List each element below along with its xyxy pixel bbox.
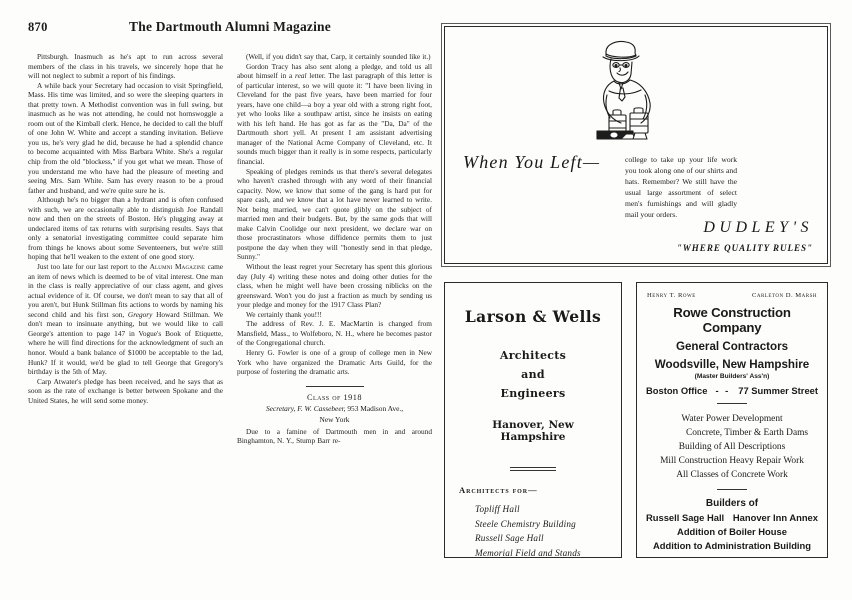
ad-copy-text: college to take up your life work you took along one of our shirts and hats. Remember? We still have the usual large assortment of select men's furnishings and will gladly mail your orders. bbox=[625, 155, 737, 219]
ad-builders-row bbox=[644, 512, 820, 523]
principal-left: Henry T. Rowe bbox=[647, 292, 696, 299]
paragraph: We certainly thank you!!! bbox=[246, 309, 322, 319]
paragraph: Due to a famine of Dartmouth men in and around Binghamton, N. Y., Stump Barr re- bbox=[237, 426, 432, 446]
ad-firm-name: Larson & Wells bbox=[464, 307, 602, 326]
class-secretary bbox=[237, 404, 432, 414]
builders-line-3: Addition to Administration Building bbox=[653, 540, 811, 551]
class-secretary-city: New York bbox=[319, 415, 350, 425]
text-before: Gordon Tracy has also sent along a pledge, and told us all about himself in a bbox=[237, 61, 432, 81]
ad-company-name: Rowe Construction Company bbox=[673, 305, 791, 335]
ad-works-list bbox=[459, 502, 607, 560]
text-after: letter. The last paragraph of this letter is of particular interest, so we will quote it: "I have been living in Cleveland for the past five years, have been married for four years, have one child—a boy a year old with a strong right foot, yet who looks like a southpaw artist, since he insists on eating with his left hand. He has got as far as the "Da, Da" of the Dartmouth short yell. At present I am assistant advertising manager of the National Acme Company of Cleveland, etc. It sounds much bigger than it really is in some respects, particularly financial. bbox=[237, 71, 432, 167]
article-columns bbox=[28, 52, 432, 446]
service-item: Water Power Development bbox=[681, 414, 783, 424]
ad-divider-bottom bbox=[717, 489, 747, 490]
ad-principals bbox=[644, 291, 820, 299]
builders-right: Hanover Inn Annex bbox=[732, 512, 818, 523]
ad-headline: When You Left— bbox=[463, 152, 601, 172]
paragraph: Carp Atwater's pledge has been received, and he says that as soon as the rate of exchange is better between Spokane and the United States, he will send some money. bbox=[28, 376, 223, 405]
ad-builders-label: Builders of bbox=[705, 498, 759, 509]
advertisements-area bbox=[444, 26, 830, 558]
ad-divider bbox=[510, 467, 556, 471]
ads-bottom-row bbox=[444, 282, 830, 558]
builders-line-2: Addition of Boiler House bbox=[677, 526, 787, 537]
page-number: 870 bbox=[28, 20, 48, 34]
ad-location: Woodsville, New Hampshire bbox=[654, 358, 810, 371]
secretary-name: Secretary, F. W. Cassebeer, bbox=[265, 403, 346, 413]
office-address: 77 Summer Street bbox=[738, 385, 818, 396]
section-divider bbox=[306, 386, 364, 387]
paragraph: A while back your Secretary had occasion to visit Springfield, Mass. His time was limited, and so were the sleeping quarters in that pretty town. A Methodist convention was in full swing, but inasmuch as he was not attending, he could not hornswoggle a room out of the Kimball clerk. Hence, he decided to call the bluff of one John W. White and accept a standing invitation. Believe you us, he's very glad he did, because he had a splendid chance to become acquainted with Miss Barbara White. She's a regular chip from the old "blockess," if you get what we mean. Those of you understand me who have had the pleasure of meeting and seeing Mrs. Sam White. Sam has every reason to be a proud father and husband, and we're quite sure he is. bbox=[28, 80, 223, 195]
text-before: Just too late for our last report to the bbox=[37, 262, 150, 272]
alumni-magazine-smallcaps: Alumni Magazine bbox=[149, 262, 206, 272]
builders-left: Russell Sage Hall bbox=[646, 512, 725, 523]
list-item: Steele Chemistry Building bbox=[475, 518, 576, 529]
ad-rowe-construction[interactable] bbox=[636, 282, 828, 558]
ad-divider-top bbox=[717, 403, 747, 404]
service-item: Mill Construction Heavy Repair Work bbox=[660, 456, 804, 466]
paragraph: (Well, if you didn't say that, Carp, it certainly sounded like it.) bbox=[246, 52, 431, 61]
paragraph-alumni-magazine bbox=[28, 262, 223, 377]
real-italic: real bbox=[295, 71, 307, 81]
magazine-title: The Dartmouth Alumni Magazine bbox=[129, 19, 331, 34]
office-dash: - - bbox=[715, 385, 731, 396]
page-header bbox=[28, 20, 432, 40]
service-item: All Classes of Concrete Work bbox=[676, 470, 788, 480]
ad-tagline: "WHERE QUALITY RULES" bbox=[676, 243, 813, 253]
traveler-with-suitcases-illustration bbox=[573, 35, 693, 143]
paragraph: Henry G. Fowler is one of a group of college men in New York who have organized the Dramatic Arts Guild, for the purpose of fostering the dramatic arts. bbox=[237, 347, 432, 377]
paragraph: Without the least regret your Secretary has spent this glorious day (July 4) writing these notes and doing other duties for the class, when he might well have been crossing niblicks on the greensward. Won't you do just a fraction as much by sending us your pledge and money for the 1917 Class Plan? bbox=[237, 262, 432, 310]
secretary-address: 953 Madison Ave., bbox=[345, 403, 404, 413]
principal-right: Carleton D. Marsh bbox=[751, 292, 817, 299]
ad-services-list bbox=[644, 412, 820, 482]
class-heading: Class of 1918 bbox=[306, 392, 363, 402]
paragraph: Although he's no bigger than a hydrant and is often confused with such, we are occasionally able to distinguish Joe Randall now and then on the streets of Boston. He's plugging away at undeclared items of tax returns with surprising results. Says that only a senatorial investigating committee could separate him from things he knows about some Seventeeners, but we're still hoping that he'll weaken to the extent of one good story. bbox=[28, 195, 223, 262]
article-column-left bbox=[28, 52, 223, 446]
paragraph: The address of Rev. J. E. MacMartin is changed from Mansfield, Mass., to Wolfeboro, N. H., where he becomes pastor of the Congregational church. bbox=[237, 319, 432, 348]
ad-body-copy bbox=[625, 154, 737, 220]
paragraph: Speaking of pledges reminds us that there's several delegates who haven't crashed through with any word of their financial capacity. Now, we know that some of the gang is hard put for spare cash, and we know that a lot have never learned to write. Not being married, we can't quote glibly on the subject of married men and their budgets. But, by the same gods that will make Calvin Coolidge our next president, we declare war on those procrastinators whose diffidence permits them to just postpone the day when they will "honestly send in that pledge, Sunny." bbox=[237, 166, 432, 262]
article-column-right bbox=[237, 52, 432, 446]
text-middle: came an item of news which is deemed to be of vital interest. One man in the class is really appreciative of our class agent, and gives actual evidence of it. Of course, we don't mean to say that all of you aren't, but Hunk Stillman fits actions to words by naming his second child and his first son, bbox=[28, 262, 223, 319]
paragraph-tracy bbox=[237, 62, 432, 167]
office-label: Boston Office bbox=[646, 385, 708, 396]
text-after: Howard Stillman. We don't mean to insinuate anything, but we would like to call George's attention to page 147 in Vogue's Book of Etiquette, where he will find directions for the acknowledgment of such an honor. Would a bank balance of $1000 be acceptable to the lad, Hunk? If it would, we'd be glad to tell George that Gregory's birthday is the 5th of May. bbox=[28, 309, 223, 377]
gregory-italic: Gregory bbox=[127, 309, 153, 319]
ad-brand-name: DUDLEY'S bbox=[703, 219, 813, 236]
article-area bbox=[28, 20, 432, 580]
ad-subtitle: General Contractors bbox=[675, 340, 789, 353]
service-item: Building of All Descriptions bbox=[678, 442, 786, 452]
ad-location: Hanover, New Hampshire bbox=[492, 419, 574, 443]
list-item: Topliff Hall bbox=[475, 504, 520, 514]
ad-service-engineers: Engineers bbox=[500, 387, 566, 400]
list-item: Russell Sage Hall bbox=[475, 533, 544, 543]
list-item: Memorial Field and Stands bbox=[475, 547, 581, 558]
ad-service-architects: Architects bbox=[499, 349, 567, 362]
paragraph: Pittsburgh. Inasmuch as he's apt to run across several members of the class in his travels, we sincerely hope that he will not neglect to submit a report of his findings. bbox=[28, 52, 223, 81]
ad-larson-and-wells[interactable] bbox=[444, 282, 622, 558]
ad-association: (Master Builders' Ass'n) bbox=[694, 373, 770, 380]
service-item: Concrete, Timber & Earth Dams bbox=[685, 428, 809, 438]
ad-boston-office bbox=[644, 385, 820, 396]
ad-works-label: Architects for— bbox=[459, 485, 538, 495]
ad-service-and: and bbox=[521, 368, 545, 381]
ad-dudleys[interactable] bbox=[444, 26, 828, 264]
